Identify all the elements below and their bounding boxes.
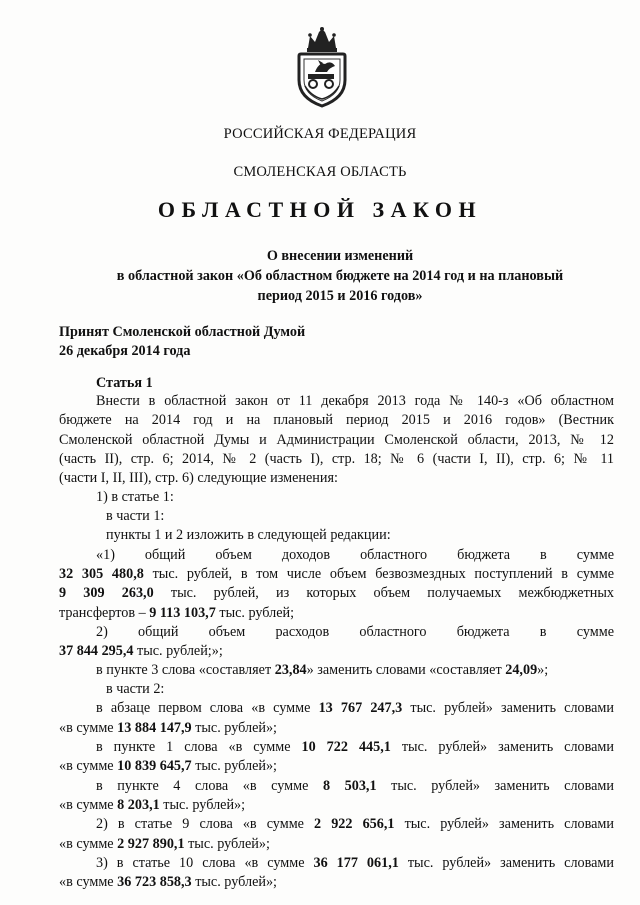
amount-value: 36 723 858,3 (117, 874, 192, 890)
line-text: «в сумме (59, 836, 118, 852)
region-name: СМОЛЕНСКАЯ ОБЛАСТЬ (233, 164, 407, 180)
article-line (59, 566, 614, 583)
document-type-title: ОБЛАСТНОЙ ЗАКОН (157, 197, 483, 222)
amount-value: 32 305 480,8 (59, 566, 144, 582)
line-text: тыс. рублей» заменить словами (390, 739, 615, 755)
line-text: в абзаце первом слова «в сумме (96, 700, 319, 716)
line-text: тыс. рублей, из которых объем получаемых межбюджетных (153, 585, 615, 601)
article-line (96, 739, 614, 756)
line-text: тыс. рублей, в том числе объем безвозмездных поступлений в сумме (143, 566, 615, 582)
line-text: в части 2: (106, 681, 165, 697)
amount-value: 8 503,1 (322, 778, 377, 794)
article-line (59, 470, 338, 487)
adoption-date: 26 декабря 2014 года (59, 343, 191, 359)
law-subject-line-3: период 2015 и 2016 годов» (257, 288, 423, 304)
article-line (59, 585, 614, 602)
line-text: «в сумме (59, 874, 118, 890)
line-text: » заменить словами «составляет (306, 662, 506, 678)
line-text: «в сумме (59, 720, 118, 736)
line-text: в пункте 1 слова «в сумме (96, 739, 302, 755)
amount-value: 8 203,1 (117, 797, 160, 813)
amount-value: 10 722 445,1 (301, 739, 391, 755)
law-subject-line-1: О внесении изменений (266, 248, 414, 264)
line-text: трансфертов – (59, 605, 150, 621)
line-text: 2) общий объем расходов областного бюджета в сумме (96, 624, 614, 640)
line-text: в части 1: (106, 508, 165, 524)
amount-value: 10 839 645,7 (117, 758, 192, 774)
line-text: 3) в статье 10 слова «в сумме (96, 855, 314, 871)
amount-value: 23,84 (274, 662, 307, 678)
line-text: тыс. рублей» заменить словами (402, 700, 615, 716)
article-line (106, 681, 164, 698)
amount-value: 37 844 295,4 (59, 643, 134, 659)
line-text: тыс. рублей» заменить словами (398, 855, 614, 871)
article-line (59, 451, 614, 468)
line-text: тыс. рублей;»; (133, 643, 223, 659)
line-text: тыс. рублей» заменить словами (394, 816, 614, 832)
article-line (106, 527, 391, 544)
line-text: тыс. рублей»; (191, 758, 277, 774)
line-text: тыс. рублей» заменить словами (376, 778, 615, 794)
article-line (59, 643, 223, 660)
line-text: в пункте 3 слова «составляет (96, 662, 275, 678)
amount-value: 13 884 147,9 (117, 720, 192, 736)
line-text: Смоленской областной Думы и Администрации Смоленской области, 2013, № 12 (59, 432, 614, 448)
line-text: Внести в областной закон от 11 декабря 2013 года № 140-з «Об областном (96, 393, 614, 409)
article-line (59, 836, 270, 853)
line-text: «в сумме (59, 758, 118, 774)
amount-value: 9 309 263,0 (59, 585, 154, 601)
article-line (59, 758, 277, 775)
line-text: 1) в статье 1: (96, 489, 174, 505)
article-line (59, 412, 614, 429)
amount-value: 9 113 103,7 (149, 605, 216, 621)
article-line (106, 508, 164, 525)
coat-of-arms-icon (291, 26, 353, 108)
country-name: РОССИЙСКАЯ ФЕДЕРАЦИЯ (223, 126, 417, 142)
adopted-by: Принят Смоленской областной Думой (59, 324, 306, 340)
law-subject-line-2: в областной закон «Об областном бюджете на 2014 год и на плановый (116, 268, 564, 284)
article-line (59, 605, 294, 622)
article-line (96, 700, 614, 717)
line-text: в пункте 4 слова «в сумме (96, 778, 323, 794)
amount-value: 24,09 (505, 662, 538, 678)
amount-value: 13 767 247,3 (318, 700, 403, 716)
article-line (96, 393, 614, 410)
amount-value: 36 177 061,1 (313, 855, 399, 871)
article-line (59, 874, 277, 891)
line-text: «1) общий объем доходов областного бюджета в сумме (96, 547, 614, 563)
line-text: 2) в статье 9 слова «в сумме (96, 816, 315, 832)
line-text: (часть II), стр. 6; 2014, № 2 (часть I), стр. 18; № 6 (части I, II), стр. 6; № 11 (59, 451, 614, 467)
article-line (96, 662, 548, 679)
article-line (59, 797, 245, 814)
line-text: »; (537, 662, 549, 678)
article-heading: Статья 1 (96, 375, 153, 391)
article-line (96, 489, 174, 506)
line-text: «в сумме (59, 797, 118, 813)
article-line (59, 432, 614, 449)
line-text: пункты 1 и 2 изложить в следующей редакции: (106, 527, 391, 543)
line-text: тыс. рублей»; (191, 874, 277, 890)
article-line (96, 816, 614, 833)
article-line (96, 624, 614, 641)
line-text: (части I, II, III), стр. 6) следующие изменения: (59, 470, 338, 486)
article-line (96, 778, 614, 795)
amount-value: 2 922 656,1 (314, 816, 395, 832)
article-line (59, 720, 277, 737)
line-text: тыс. рублей»; (191, 720, 277, 736)
line-text: бюджете на 2014 год и на плановый период 2015 и 2016 годов» (Вестник (59, 412, 614, 428)
article-line (96, 547, 614, 564)
line-text: тыс. рублей»; (159, 797, 246, 813)
line-text: тыс. рублей»; (184, 836, 270, 852)
article-line (96, 855, 614, 872)
line-text: тыс. рублей; (215, 605, 295, 621)
amount-value: 2 927 890,1 (117, 836, 185, 852)
